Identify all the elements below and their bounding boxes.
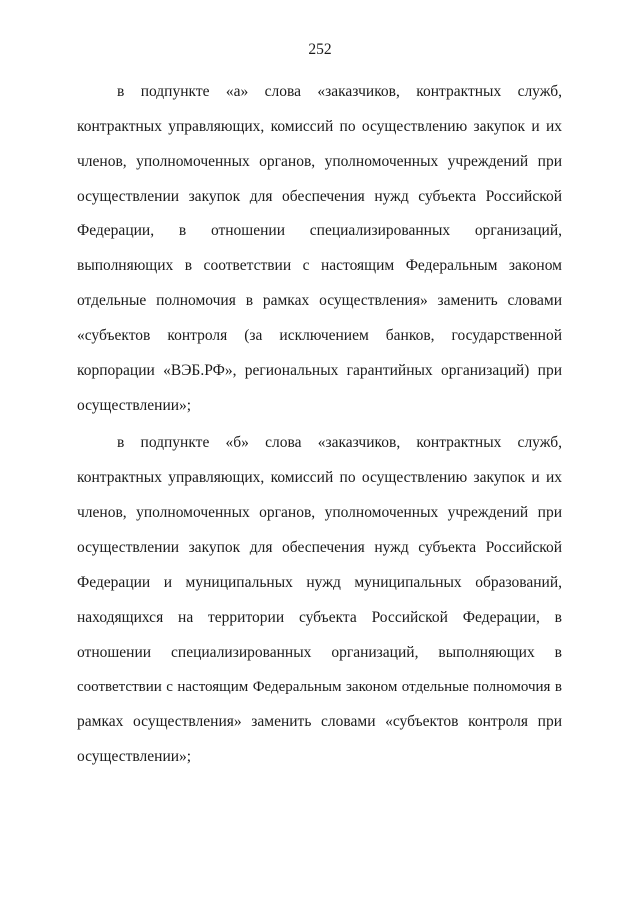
text-line: выполняющих в соответствии с настоящим Федеральным законом	[77, 257, 562, 275]
text-line: осуществлении»;	[77, 748, 192, 766]
text-line: членов, уполномоченных органов, уполномоченных учреждений при	[77, 504, 562, 522]
text-line: соответствии с настоящим Федеральным законом отдельные полномочия в	[77, 679, 562, 696]
page-number: 252	[308, 41, 332, 58]
text-line: рамках осуществления» заменить словами «субъектов контроля при	[77, 713, 562, 731]
text-line: отдельные полномочия в рамках осуществления» заменить словами	[77, 292, 562, 310]
text-line: Федерации и муниципальных нужд муниципальных образований,	[77, 573, 562, 591]
text-line: осуществлении закупок для обеспечения нужд субъекта Российской	[77, 538, 562, 556]
document-body	[77, 75, 562, 775]
paragraph-b	[77, 426, 562, 774]
text-line: в подпункте «б» слова «заказчиков, контрактных служб,	[117, 434, 562, 452]
text-line: контрактных управляющих, комиссий по осуществлению закупок и их	[77, 469, 562, 487]
text-line: находящихся на территории субъекта Российской Федерации, в	[77, 608, 562, 626]
text-line: членов, уполномоченных органов, уполномоченных учреждений при	[77, 152, 562, 170]
text-line: отношении специализированных организаций, выполняющих в	[77, 643, 562, 661]
text-line: корпорации «ВЭБ.РФ», региональных гарантийных организаций) при	[77, 361, 562, 379]
text-line: контрактных управляющих, комиссий по осуществлению закупок и их	[77, 117, 562, 135]
text-line: «субъектов контроля (за исключением банков, государственной	[77, 326, 562, 344]
text-line: в подпункте «а» слова «заказчиков, контрактных служб,	[117, 83, 562, 100]
paragraph-a	[77, 75, 562, 423]
text-line: Федерации, в отношении специализированных организаций,	[77, 222, 562, 240]
text-line: осуществлении»;	[77, 396, 192, 414]
text-line: осуществлении закупок для обеспечения нужд субъекта Российской	[77, 187, 562, 205]
